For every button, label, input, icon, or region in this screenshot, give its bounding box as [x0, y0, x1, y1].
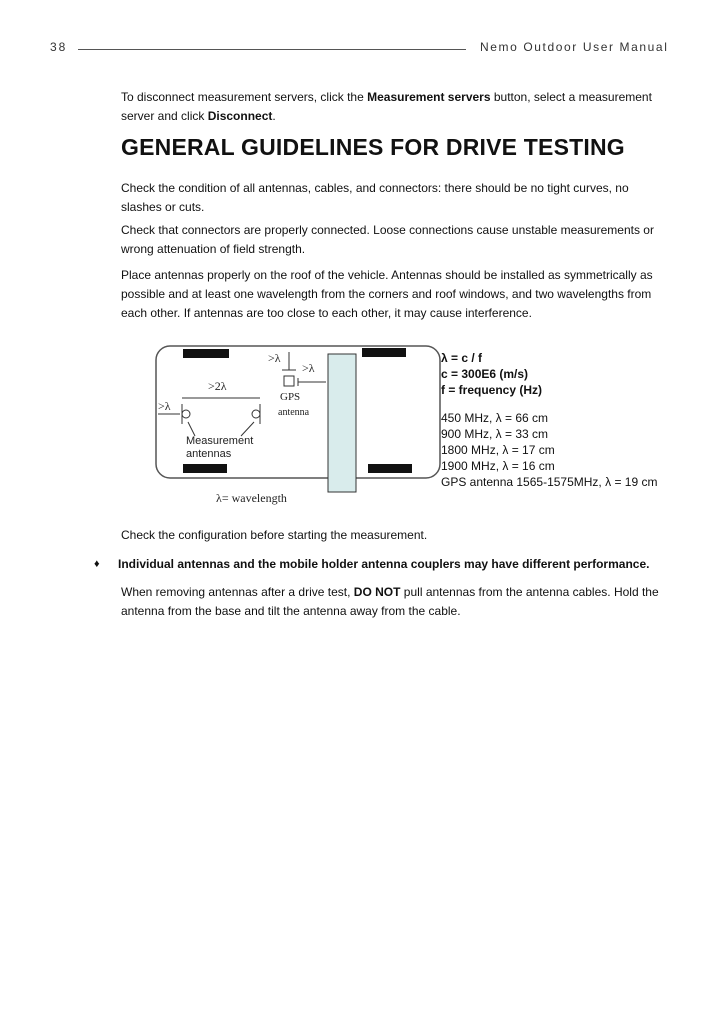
section-heading: GENERAL GUIDELINES FOR DRIVE TESTING	[121, 134, 625, 160]
frequency-item: GPS antenna 1565-1575MHz, λ = 19 cm	[441, 475, 658, 489]
pointer-left	[188, 422, 195, 436]
frequency-item: 1800 MHz, λ = 17 cm	[441, 443, 555, 457]
antenna-placement-diagram	[150, 340, 450, 520]
guideline-condition: Check the condition of all antennas, cables, and connectors: there should be no tight curves, no slashes or cuts.	[121, 181, 629, 214]
diamond-bullet-icon: ♦	[94, 558, 100, 570]
two-lambda-label: >2λ	[208, 379, 227, 393]
guideline-connectors: Check that connectors are properly connected. Loose connections cause unstable measurements or wrong attenuation of field strength.	[121, 223, 654, 256]
header-rule	[78, 49, 466, 50]
intro-text-1: To disconnect measurement servers, click the	[121, 90, 368, 104]
pointer-right	[241, 422, 254, 436]
antennas-label: antennas	[186, 448, 232, 460]
performance-note-text: Individual antennas and the mobile holder antenna couplers may have different performance.	[118, 557, 650, 571]
frequency-list	[441, 410, 657, 490]
roof-marker-front-right	[183, 464, 227, 473]
formula-line-2: c = 300E6 (m/s)	[441, 367, 529, 381]
lambda-label-top: >λ	[268, 351, 281, 365]
removal-text-2: pull antennas from the antenna cables. Hold the antenna from the base and tilt the antenna away from the cable.	[121, 585, 659, 618]
roof-window	[328, 354, 356, 492]
intro-text-2: button, select a measurement server and click	[121, 90, 652, 123]
intro-text-3: .	[272, 109, 276, 123]
wavelength-legend: λ= wavelength	[216, 491, 287, 505]
roof-marker-rear-left	[362, 348, 406, 357]
roof-marker-front-left	[183, 349, 229, 358]
measurement-antenna-right	[252, 410, 260, 418]
formula-line-1: λ = c / f	[441, 351, 483, 365]
removal-text-1: When removing antennas after a drive test,	[121, 585, 354, 599]
measurement-antenna-left	[182, 410, 190, 418]
intro-paragraph	[121, 88, 671, 126]
manual-title: Nemo Outdoor User Manual	[480, 40, 669, 54]
gps-antenna-box	[284, 376, 294, 386]
frequency-item: 900 MHz, λ = 33 cm	[441, 427, 549, 441]
page-header	[0, 40, 728, 60]
frequency-item: 450 MHz, λ = 66 cm	[441, 411, 549, 425]
guideline-placement: Place antennas properly on the roof of the vehicle. Antennas should be installed as symmetrically as possible and at least one wavelength from the corners and roof windows, and two wavelengths from each other. If antennas are too close to each other, it may cause interference.	[121, 268, 653, 320]
wavelength-formula	[441, 350, 542, 398]
formula-line-3: f = frequency (Hz)	[441, 383, 543, 397]
gps-label: GPS	[280, 391, 301, 403]
disconnect-term: Disconnect	[207, 109, 273, 123]
lambda-label-left: >λ	[158, 399, 171, 413]
guideline-configuration: Check the configuration before starting the measurement.	[121, 528, 428, 542]
lambda-label-gps: >λ	[302, 361, 315, 375]
removal-paragraph	[121, 583, 671, 621]
gps-antenna-label: antenna	[278, 407, 310, 418]
measurement-label: Measurement	[186, 435, 254, 447]
frequency-item: 1900 MHz, λ = 16 cm	[441, 459, 555, 473]
page-number: 38	[50, 40, 68, 54]
do-not-term: DO NOT	[353, 585, 401, 599]
roof-marker-rear-right	[368, 464, 412, 473]
measurement-servers-term: Measurement servers	[367, 90, 491, 104]
